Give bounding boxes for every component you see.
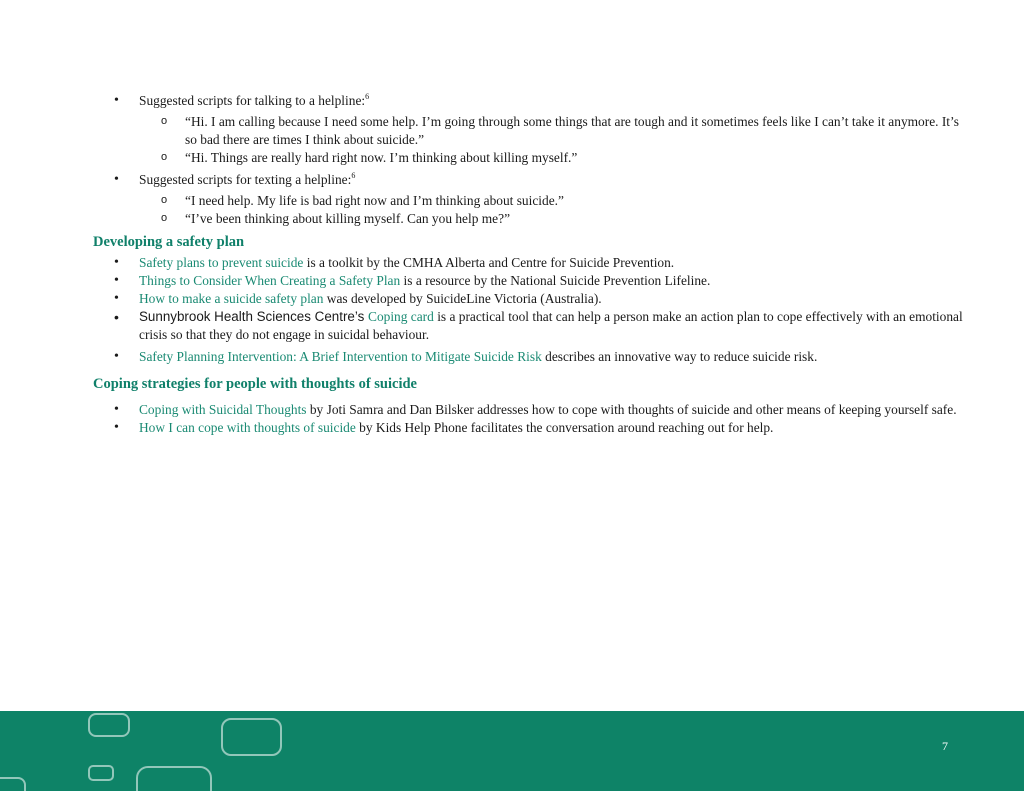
list-item-text: by Joti Samra and Dan Bilsker addresses how to cope with thoughts of suicide and other means of keeping yourself safe. <box>306 402 957 417</box>
page-content <box>93 92 963 437</box>
list-item-text: Suggested scripts for texting a helpline: <box>139 172 352 187</box>
decorative-rounded-square <box>0 777 26 807</box>
decorative-rounded-square <box>221 718 282 756</box>
list-item <box>93 290 963 308</box>
sub-list-item: o “Hi. I am calling because I need some help. I’m going through some things that are tough and it sometimes feels like I can’t take it anymore. It’s so bad there are times I think about suicide.” <box>139 113 963 149</box>
decorative-rounded-square <box>88 765 114 781</box>
page-footer <box>0 711 1024 791</box>
helpline-scripts-list <box>93 92 963 228</box>
list-item-text: was developed by SuicideLine Victoria (Australia). <box>323 291 602 306</box>
sub-list <box>139 192 963 228</box>
list-item-text: by Kids Help Phone facilitates the conversation around reaching out for help. <box>355 420 774 435</box>
list-item-text: Sunnybrook Health Sciences Centre’s <box>139 309 369 324</box>
sub-list-item: o “Hi. Things are really hard right now. I’m thinking about killing myself.” <box>139 149 963 167</box>
list-item <box>93 308 963 344</box>
list-item <box>93 171 963 228</box>
list-item-text: describes an innovative way to reduce suicide risk. <box>541 349 818 364</box>
footnote-ref[interactable]: 6 <box>351 171 356 180</box>
section-heading-coping: Coping strategies for people with thoughts of suicide <box>93 376 417 392</box>
list-item <box>93 254 963 272</box>
coping-list <box>93 401 963 437</box>
resource-link[interactable]: Coping with Suicidal Thoughts <box>139 402 307 417</box>
sub-list-item: o “I need help. My life is bad right now and I’m thinking about suicide.” <box>139 192 963 210</box>
list-item <box>93 92 963 167</box>
decorative-rounded-square <box>88 713 130 737</box>
resource-link[interactable]: How to make a suicide safety plan <box>139 291 324 306</box>
list-item <box>93 348 963 366</box>
list-item-text: is a practical tool that can help a person make an action plan to cope effectively with an emotional crisis so that they do not engage in suicidal behaviour. <box>139 309 963 342</box>
resource-link[interactable]: Safety Planning Intervention: A Brief Intervention to Mitigate Suicide Risk <box>139 349 542 364</box>
list-item <box>93 401 963 419</box>
list-item-text: Suggested scripts for talking to a helpline: <box>139 93 366 108</box>
footnote-ref[interactable]: 6 <box>365 92 370 101</box>
page-number: 7 <box>942 739 948 753</box>
list-item-text: is a toolkit by the CMHA Alberta and Centre for Suicide Prevention. <box>303 255 675 270</box>
list-item-text: is a resource by the National Suicide Prevention Lifeline. <box>400 273 711 288</box>
safety-plan-list <box>93 254 963 366</box>
section-heading-safety-plan: Developing a safety plan <box>93 234 245 250</box>
decorative-rounded-square <box>136 766 212 806</box>
sub-list-item: o “I’ve been thinking about killing myself. Can you help me?” <box>139 210 963 228</box>
resource-link[interactable]: How I can cope with thoughts of suicide <box>139 420 356 435</box>
list-item <box>93 272 963 290</box>
list-item <box>93 419 963 437</box>
resource-link[interactable]: Coping card <box>368 309 434 324</box>
resource-link[interactable]: Things to Consider When Creating a Safety Plan <box>139 273 401 288</box>
resource-link[interactable]: Safety plans to prevent suicide <box>139 255 304 270</box>
sub-list <box>139 113 963 167</box>
